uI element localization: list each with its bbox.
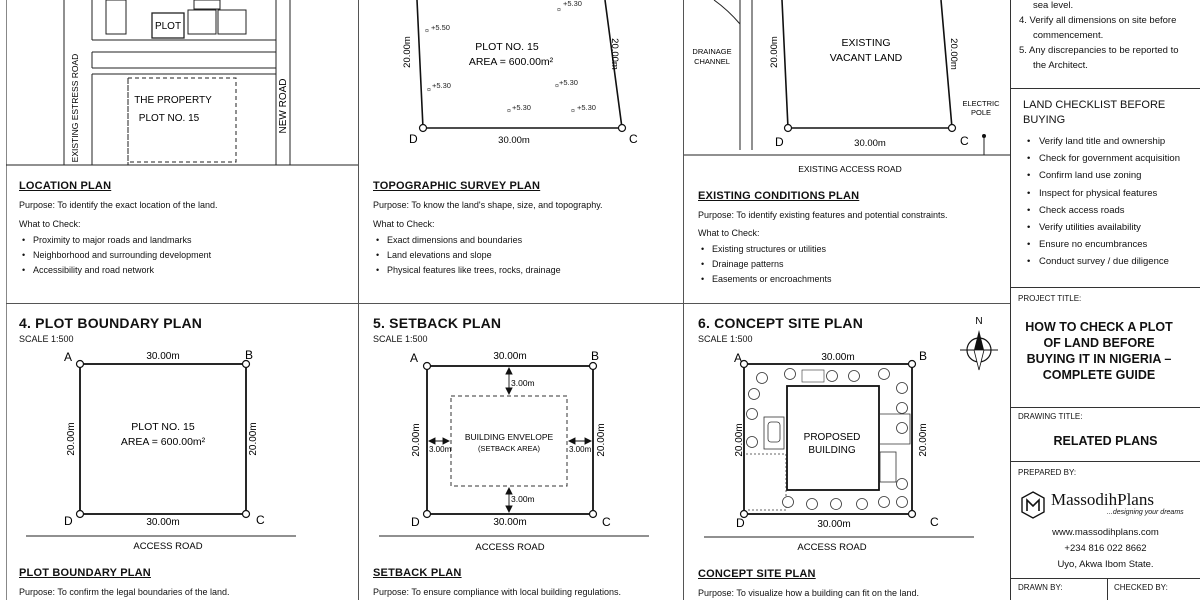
concept-top-dim: 30.00m — [821, 352, 855, 363]
notes-item5b: the Architect. — [1033, 60, 1088, 71]
spot-level: +5.30 — [432, 81, 451, 90]
boundary-plot-label: PLOT NO. 15 — [131, 421, 195, 433]
concept-corner-c: C — [930, 515, 939, 529]
topo-area-label: AREA = 600.00m² — [468, 56, 554, 68]
concept-scale: SCALE 1:500 — [698, 334, 753, 344]
existing-left-dim: 20.00m — [769, 36, 780, 68]
existing-what-to-check: What to Check: — [698, 228, 760, 238]
list-item: • Neighborhood and surrounding development — [33, 248, 211, 263]
existing-right-dim: 20.00m — [948, 38, 959, 70]
notes-item5a: 5. Any discrepancies to be reported to — [1019, 45, 1179, 56]
concept-left-dim: 20.00m — [734, 423, 745, 457]
setback-title: 5. SETBACK PLAN — [373, 315, 502, 331]
boundary-purpose: Purpose: To confirm the legal boundaries of the land. — [19, 587, 230, 597]
drawn-by-label: DRAWN BY: — [1018, 583, 1063, 592]
boundary-drawing — [6, 344, 358, 594]
setback-corner-b: B — [591, 349, 600, 363]
concept-title: 6. CONCEPT SITE PLAN — [698, 315, 864, 331]
map-road-right-label: NEW ROAD — [278, 78, 289, 134]
boundary-left-dim: 20.00m — [66, 422, 77, 456]
boundary-panel — [6, 304, 358, 600]
envelope-label-line1: BUILDING ENVELOPE — [464, 432, 554, 442]
notes-item4b: commencement. — [1033, 30, 1104, 41]
boundary-road-label: ACCESS ROAD — [133, 541, 203, 552]
list-item: • Ensure no encumbrances — [1039, 236, 1180, 253]
location-heading: LOCATION PLAN — [19, 180, 112, 192]
boundary-area-label: AREA = 600.00m² — [120, 436, 206, 448]
list-item: • Verify land title and ownership — [1039, 133, 1180, 150]
existing-corner-c: C — [960, 134, 969, 148]
concept-road-label: ACCESS ROAD — [797, 542, 867, 553]
location-what-to-check: What to Check: — [19, 219, 81, 229]
list-item: • Conduct survey / due diligence — [1039, 253, 1180, 270]
setback-panel — [359, 304, 683, 600]
spot-level: +5.30 — [512, 103, 531, 112]
drainage-label-line1: DRAINAGE — [692, 47, 732, 56]
boundary-bottom-dim: 30.00m — [146, 517, 180, 528]
list-item: • Proximity to major roads and landmarks — [33, 233, 211, 248]
boundary-scale: SCALE 1:500 — [19, 334, 74, 344]
setback-bottom-setback-dim: 3.00m — [511, 494, 535, 504]
setback-corner-d: D — [411, 515, 420, 529]
topo-panel — [359, 0, 683, 303]
map-road-left-label: EXISTING ESTRESS ROAD — [70, 53, 80, 163]
list-item: • Confirm land use zoning — [1039, 167, 1180, 184]
setback-drawing — [359, 344, 683, 594]
massodih-logo-icon — [1021, 491, 1045, 519]
setback-top-setback-dim: 3.00m — [511, 378, 535, 388]
concept-corner-a: A — [734, 351, 743, 365]
company-website: www.massodihplans.com — [1052, 527, 1159, 538]
svg-text:¤: ¤ — [425, 28, 429, 35]
envelope-label-line2: (SETBACK AREA) — [477, 444, 541, 453]
map-property-label: THE PROPERTY — [134, 95, 212, 106]
drainage-label-line2: CHANNEL — [694, 57, 730, 66]
checklist-title: LAND CHECKLIST BEFORE BUYING — [1023, 99, 1166, 126]
spot-level: +5.30 — [563, 0, 582, 8]
concept-right-dim: 20.00m — [918, 423, 929, 457]
boundary-top-dim: 30.00m — [146, 351, 180, 362]
concept-corner-b: B — [919, 349, 928, 363]
list-item: • Drainage patterns — [712, 257, 832, 272]
existing-heading: EXISTING CONDITIONS PLAN — [698, 190, 860, 202]
list-item: • Physical features like trees, rocks, drainage — [387, 263, 561, 278]
existing-vacant-line1: EXISTING — [841, 37, 891, 49]
project-title-label: PROJECT TITLE: — [1018, 294, 1082, 303]
list-item: • Easements or encroachments — [712, 272, 832, 287]
building-label-line1: PROPOSED — [803, 432, 861, 443]
setback-road-label: ACCESS ROAD — [475, 542, 545, 553]
existing-corner-d: D — [775, 135, 784, 149]
drawing-title: RELATED PLANS — [1053, 434, 1158, 448]
pole-label-line2: POLE — [970, 108, 992, 117]
setback-right-dim: 20.00m — [596, 423, 607, 457]
boundary-right-dim: 20.00m — [248, 422, 259, 456]
existing-bottom-dim: 30.00m — [854, 138, 886, 149]
existing-bullets — [700, 242, 832, 287]
topo-what-to-check: What to Check: — [373, 219, 435, 229]
list-item: • Inspect for physical features — [1039, 185, 1180, 202]
boundary-corner-a: A — [64, 350, 73, 364]
list-item: • Verify utilities availability — [1039, 219, 1180, 236]
topo-right-dim: 20.00m — [609, 38, 620, 70]
topo-corner-d: D — [409, 132, 418, 146]
topo-purpose: Purpose: To know the land's shape, size, and topography. — [373, 200, 603, 210]
list-item: • Check access roads — [1039, 202, 1180, 219]
notes-item4a: 4. Verify all dimensions on site before — [1019, 15, 1177, 26]
boundary-heading: PLOT BOUNDARY PLAN — [19, 567, 151, 579]
drawing-title-label: DRAWING TITLE: — [1018, 412, 1083, 421]
boundary-corner-d: D — [64, 514, 73, 528]
spot-level: +5.30 — [559, 78, 578, 87]
setback-left-setback-dim: 3.00m — [429, 445, 452, 454]
topo-bottom-dim: 30.00m — [498, 135, 530, 146]
list-item: • Land elevations and slope — [387, 248, 561, 263]
list-item: • Exact dimensions and boundaries — [387, 233, 561, 248]
concept-panel — [684, 304, 1010, 600]
setback-left-dim: 20.00m — [411, 423, 422, 457]
setback-scale: SCALE 1:500 — [373, 334, 428, 344]
concept-corner-d: D — [736, 516, 745, 530]
topo-heading: TOPOGRAPHIC SURVEY PLAN — [373, 180, 541, 192]
concept-bottom-dim: 30.00m — [817, 519, 851, 530]
list-item: • Existing structures or utilities — [712, 242, 832, 257]
north-arrow-icon — [960, 330, 998, 370]
notes-line0: sea level. — [1033, 0, 1074, 11]
existing-vacant-line2: VACANT LAND — [829, 52, 903, 64]
list-item: • Accessibility and road network — [33, 263, 211, 278]
map-plot-label: PLOT — [154, 21, 182, 32]
title-block — [1011, 0, 1200, 600]
map-plot-number-label: PLOT NO. 15 — [138, 113, 200, 124]
setback-right-setback-dim: 3.00m — [569, 445, 592, 454]
existing-road-label: EXISTING ACCESS ROAD — [798, 164, 902, 174]
north-label: N — [975, 316, 983, 327]
project-title: HOW TO CHECK A PLOT OF LAND BEFORE BUYING IT IN NIGERIA – COMPLETE GUIDE — [1025, 320, 1173, 382]
brand-name: MassodihPlans — [1051, 490, 1154, 509]
location-map — [6, 0, 358, 170]
pole-label-line1: ELECTRIC — [962, 99, 1000, 108]
building-label-line2: BUILDING — [808, 445, 856, 456]
location-bullets — [21, 233, 211, 278]
concept-purpose: Purpose: To visualize how a building can fit on the land. — [698, 588, 919, 598]
setback-heading: SETBACK PLAN — [373, 567, 462, 579]
svg-text:¤: ¤ — [427, 87, 431, 94]
topo-drawing — [359, 0, 683, 150]
existing-drawing — [684, 0, 1010, 180]
concept-drawing — [684, 304, 1010, 554]
location-purpose: Purpose: To identify the exact location of the land. — [19, 200, 218, 210]
existing-panel — [684, 0, 1010, 303]
company-address: Uyo, Akwa Ibom State. — [1057, 559, 1154, 570]
setback-purpose: Purpose: To ensure compliance with local building regulations. — [373, 587, 621, 597]
svg-text:¤: ¤ — [571, 108, 575, 115]
topo-left-dim: 20.00m — [402, 36, 413, 68]
spot-level: +5.30 — [577, 103, 596, 112]
boundary-corner-c: C — [256, 513, 265, 527]
checklist-items — [1023, 133, 1180, 271]
topo-plot-label: PLOT NO. 15 — [475, 41, 539, 53]
svg-text:¤: ¤ — [557, 7, 561, 14]
setback-corner-a: A — [410, 351, 419, 365]
brand-tagline: ...designing your dreams — [1107, 509, 1184, 516]
boundary-title: 4. PLOT BOUNDARY PLAN — [19, 315, 203, 331]
svg-text:¤: ¤ — [555, 83, 559, 90]
setback-corner-c: C — [602, 515, 611, 529]
prepared-by-label: PREPARED BY: — [1018, 468, 1077, 477]
spot-level: +5.50 — [431, 23, 450, 32]
checked-by-label: CHECKED BY: — [1114, 583, 1168, 592]
location-panel — [6, 0, 358, 303]
concept-heading: CONCEPT SITE PLAN — [698, 568, 816, 580]
topo-corner-c: C — [629, 132, 638, 146]
topo-bullets — [375, 233, 561, 278]
svg-text:¤: ¤ — [507, 108, 511, 115]
existing-purpose: Purpose: To identify existing features and potential constraints. — [698, 210, 948, 220]
list-item: • Check for government acquisition — [1039, 150, 1180, 167]
company-phone: +234 816 022 8662 — [1064, 543, 1147, 554]
setback-top-dim: 30.00m — [493, 351, 527, 362]
boundary-corner-b: B — [245, 348, 254, 362]
setback-bottom-dim: 30.00m — [493, 517, 527, 528]
